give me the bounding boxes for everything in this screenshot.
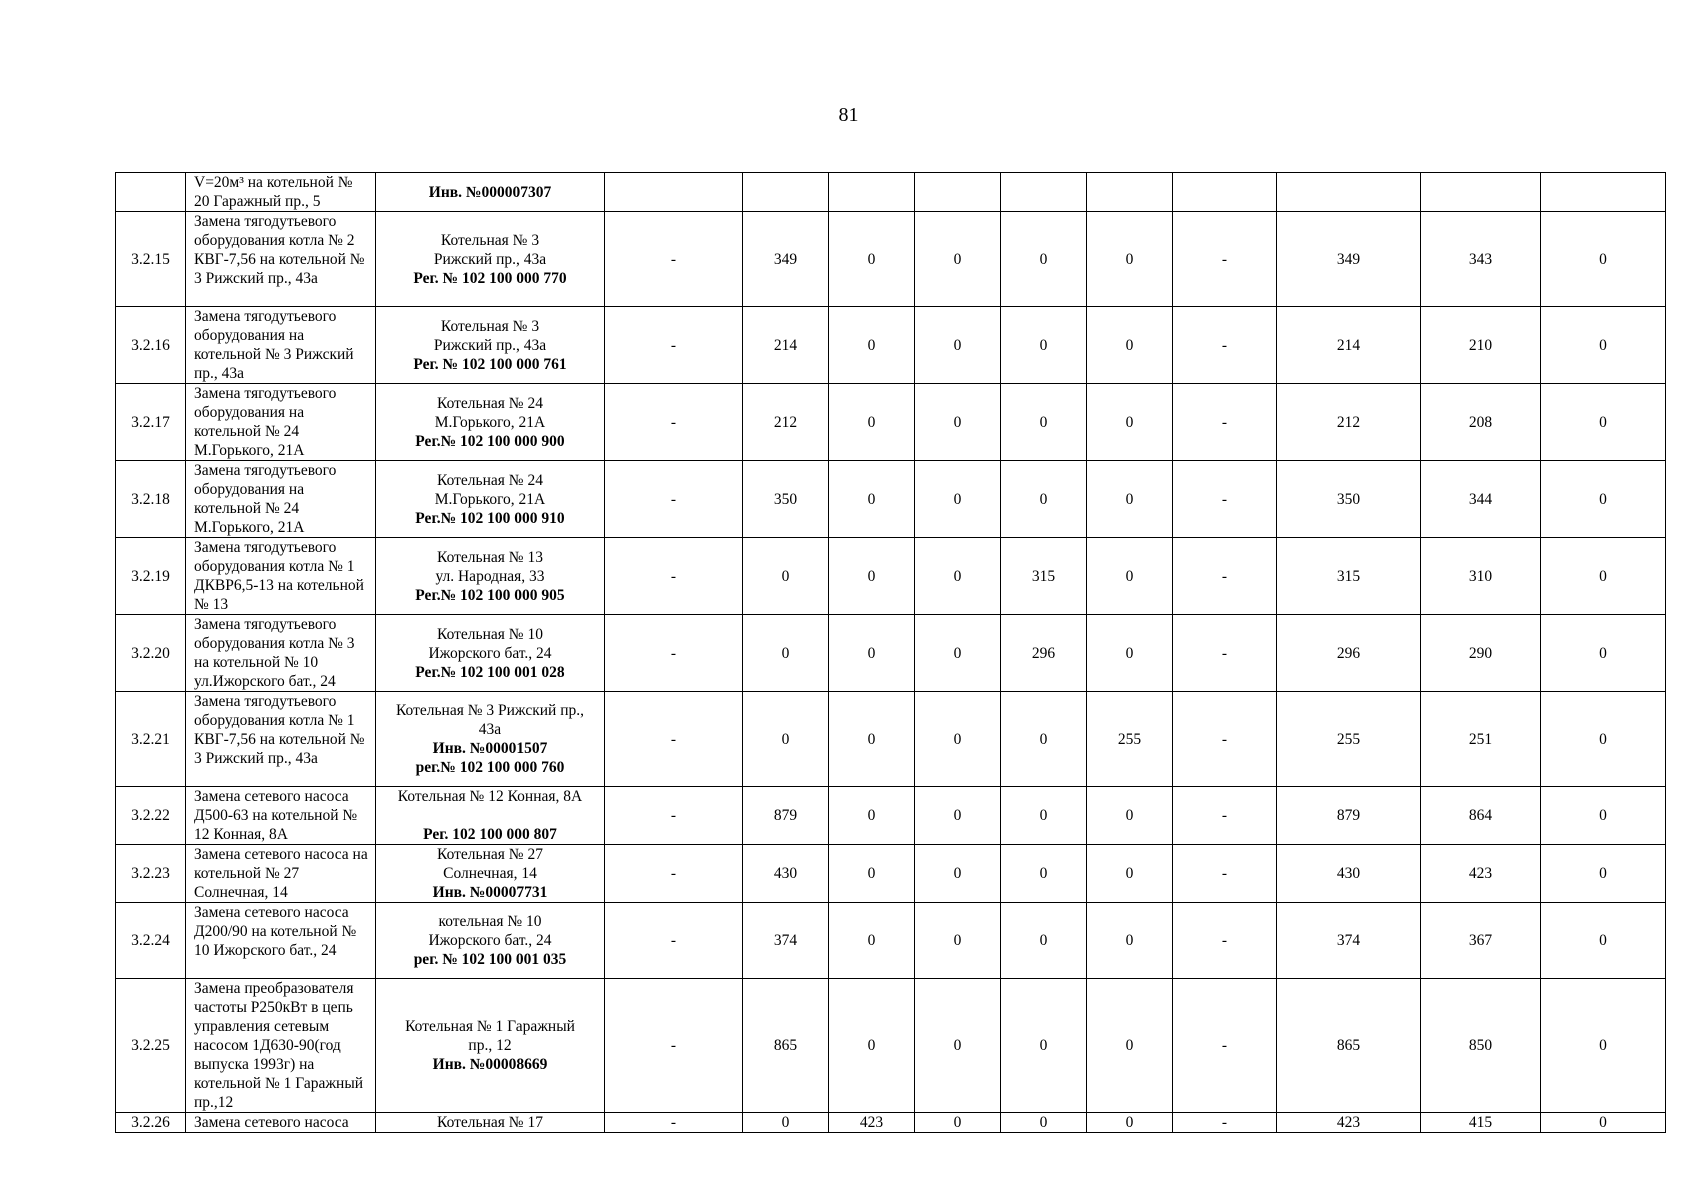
object-registration-number: Инв. №00001507	[432, 740, 548, 757]
object-location	[376, 461, 605, 538]
item-number: 3.2.24	[116, 903, 186, 979]
object-registration-number: Инв. №00007731	[432, 884, 548, 901]
item-description: Замена тягодутьевого оборудования на котельной № 24 М.Горького, 21А	[186, 384, 376, 461]
object-registration-number: Рег.№ 102 100 001 028	[415, 663, 565, 681]
val-col-10: -	[1173, 845, 1277, 903]
item-number: 3.2.16	[116, 307, 186, 384]
val-col-11: 423	[1277, 1113, 1421, 1133]
item-number: 3.2.26	[116, 1113, 186, 1133]
table-row	[116, 307, 1666, 384]
val-col-5	[743, 173, 829, 212]
val-col-10: -	[1173, 384, 1277, 461]
val-col-11: 214	[1277, 307, 1421, 384]
val-col-13: 0	[1541, 1113, 1666, 1133]
object-registration-number: Инв. №00008669	[432, 1056, 548, 1073]
val-col-6: 423	[829, 1113, 915, 1133]
item-number: 3.2.19	[116, 538, 186, 615]
val-col-4: -	[605, 384, 743, 461]
table-row	[116, 173, 1666, 212]
val-col-9: 0	[1087, 903, 1173, 979]
item-number: 3.2.18	[116, 461, 186, 538]
table-row	[116, 538, 1666, 615]
object-address-line: Котельная № 3 Рижский пр.,	[395, 702, 585, 719]
object-location	[376, 787, 605, 845]
val-col-6: 0	[829, 461, 915, 538]
object-location	[376, 845, 605, 903]
item-description: Замена сетевого насоса	[186, 1113, 376, 1133]
object-registration-number: Инв. №000007307	[428, 183, 552, 201]
val-col-11: 350	[1277, 461, 1421, 538]
val-col-4: -	[605, 461, 743, 538]
val-col-10: -	[1173, 787, 1277, 845]
val-col-5: 349	[743, 212, 829, 307]
val-col-6: 0	[829, 845, 915, 903]
val-col-5: 374	[743, 903, 829, 979]
val-col-4: -	[605, 615, 743, 692]
val-col-5: 0	[743, 538, 829, 615]
val-col-10: -	[1173, 212, 1277, 307]
item-number	[116, 173, 186, 212]
val-col-11	[1277, 173, 1421, 212]
val-col-4: -	[605, 307, 743, 384]
val-col-4: -	[605, 538, 743, 615]
item-description: Замена преобразователя частоты Р250кВт в цепь управления сетевым насосом 1Д630-90(год выпуска 1993г) на котельной № 1 Гаражный пр.,12	[186, 979, 376, 1113]
val-col-12: 367	[1421, 903, 1541, 979]
object-address-line: Котельная № 1 Гаражный	[405, 1018, 575, 1035]
val-col-7: 0	[915, 615, 1001, 692]
val-col-7: 0	[915, 787, 1001, 845]
object-location	[376, 307, 605, 384]
table-row	[116, 461, 1666, 538]
val-col-7: 0	[915, 212, 1001, 307]
val-col-9: 0	[1087, 461, 1173, 538]
table-row	[116, 979, 1666, 1113]
val-col-12: 850	[1421, 979, 1541, 1113]
table-row	[116, 787, 1666, 845]
item-description: Замена сетевого насоса Д500-63 на котельной № 12 Конная, 8А	[186, 787, 376, 845]
val-col-13: 0	[1541, 692, 1666, 787]
val-col-9: 0	[1087, 979, 1173, 1113]
object-registration-number: рег.№ 102 100 000 760	[415, 759, 565, 776]
object-location	[376, 615, 605, 692]
val-col-8: 0	[1001, 845, 1087, 903]
table-row	[116, 692, 1666, 787]
investment-table	[115, 172, 1666, 1133]
item-number: 3.2.25	[116, 979, 186, 1113]
val-col-8: 0	[1001, 903, 1087, 979]
object-location	[376, 692, 605, 787]
val-col-11: 430	[1277, 845, 1421, 903]
object-location	[376, 173, 605, 212]
val-col-5: 0	[743, 1113, 829, 1133]
val-col-8: 0	[1001, 384, 1087, 461]
val-col-13: 0	[1541, 461, 1666, 538]
val-col-9	[1087, 173, 1173, 212]
object-address-line: М.Горького, 21А	[434, 490, 546, 508]
object-address-line: Котельная № 13	[437, 548, 543, 566]
item-number: 3.2.20	[116, 615, 186, 692]
val-col-12: 251	[1421, 692, 1541, 787]
val-col-6: 0	[829, 787, 915, 845]
val-col-13	[1541, 173, 1666, 212]
val-col-4: -	[605, 979, 743, 1113]
val-col-10: -	[1173, 538, 1277, 615]
val-col-13: 0	[1541, 845, 1666, 903]
object-address-line: Котельная № 10	[437, 625, 543, 643]
object-registration-number: Рег. 102 100 000 807	[423, 826, 557, 843]
object-address-line: Ижорского бат., 24	[428, 932, 552, 949]
val-col-8: 0	[1001, 307, 1087, 384]
page-number: 81	[838, 104, 859, 126]
val-col-12: 864	[1421, 787, 1541, 845]
val-col-9: 0	[1087, 538, 1173, 615]
val-col-5: 0	[743, 692, 829, 787]
val-col-12	[1421, 173, 1541, 212]
val-col-11: 349	[1277, 212, 1421, 307]
val-col-11: 865	[1277, 979, 1421, 1113]
object-address-line: Котельная № 12 Конная, 8А	[397, 788, 583, 805]
item-description: Замена тягодутьевого оборудования котла № 3 на котельной № 10 ул.Ижорского бат., 24	[186, 615, 376, 692]
val-col-5: 430	[743, 845, 829, 903]
item-number: 3.2.15	[116, 212, 186, 307]
val-col-9: 0	[1087, 307, 1173, 384]
val-col-9: 0	[1087, 787, 1173, 845]
val-col-5: 212	[743, 384, 829, 461]
val-col-12: 423	[1421, 845, 1541, 903]
val-col-12: 290	[1421, 615, 1541, 692]
object-address-line: Ижорского бат., 24	[428, 644, 552, 662]
object-address-line: Котельная № 27	[437, 846, 543, 863]
val-col-6	[829, 173, 915, 212]
object-address-line: пр., 12	[468, 1037, 512, 1054]
object-registration-number: рег. № 102 100 001 035	[413, 951, 567, 968]
val-col-4: -	[605, 845, 743, 903]
val-col-8: 0	[1001, 461, 1087, 538]
val-col-10: -	[1173, 903, 1277, 979]
val-col-10: -	[1173, 979, 1277, 1113]
val-col-4	[605, 173, 743, 212]
val-col-11: 212	[1277, 384, 1421, 461]
item-number: 3.2.17	[116, 384, 186, 461]
val-col-6: 0	[829, 615, 915, 692]
val-col-12: 343	[1421, 212, 1541, 307]
val-col-9: 255	[1087, 692, 1173, 787]
item-description: Замена тягодутьевого оборудования котла № 1 КВГ-7,56 на котельной № 3 Рижский пр., 43а	[186, 692, 376, 787]
val-col-12: 344	[1421, 461, 1541, 538]
val-col-8: 0	[1001, 692, 1087, 787]
object-address-line: Котельная № 3	[440, 231, 540, 249]
val-col-10: -	[1173, 615, 1277, 692]
val-col-9: 0	[1087, 212, 1173, 307]
val-col-10: -	[1173, 692, 1277, 787]
val-col-10: -	[1173, 1113, 1277, 1133]
val-col-13: 0	[1541, 384, 1666, 461]
val-col-13: 0	[1541, 979, 1666, 1113]
object-address-line: Котельная № 17	[437, 1114, 543, 1131]
val-col-6: 0	[829, 384, 915, 461]
item-description: Замена тягодутьевого оборудования на котельной № 3 Рижский пр., 43а	[186, 307, 376, 384]
table-row	[116, 384, 1666, 461]
val-col-4: -	[605, 1113, 743, 1133]
val-col-9: 0	[1087, 845, 1173, 903]
val-col-12: 415	[1421, 1113, 1541, 1133]
object-location	[376, 212, 605, 307]
object-address-line: М.Горького, 21А	[434, 413, 546, 431]
object-address-line: Котельная № 24	[437, 394, 543, 412]
item-number: 3.2.23	[116, 845, 186, 903]
table-row	[116, 615, 1666, 692]
val-col-11: 374	[1277, 903, 1421, 979]
object-address-line	[384, 806, 596, 825]
table-row	[116, 845, 1666, 903]
item-description: Замена тягодутьевого оборудования котла № 1 ДКВР6,5-13 на котельной № 13	[186, 538, 376, 615]
object-address-line: Котельная № 3	[440, 317, 540, 335]
val-col-6: 0	[829, 979, 915, 1113]
val-col-7: 0	[915, 538, 1001, 615]
table-row	[116, 903, 1666, 979]
val-col-7: 0	[915, 979, 1001, 1113]
val-col-6: 0	[829, 212, 915, 307]
val-col-5: 879	[743, 787, 829, 845]
object-address-line: Солнечная, 14	[443, 865, 537, 882]
val-col-8: 0	[1001, 1113, 1087, 1133]
val-col-7: 0	[915, 307, 1001, 384]
object-registration-number: Рег.№ 102 100 000 905	[415, 586, 565, 604]
val-col-6: 0	[829, 903, 915, 979]
val-col-6: 0	[829, 538, 915, 615]
val-col-11: 879	[1277, 787, 1421, 845]
table-row	[116, 212, 1666, 307]
val-col-5: 214	[743, 307, 829, 384]
val-col-12: 208	[1421, 384, 1541, 461]
val-col-13: 0	[1541, 615, 1666, 692]
val-col-7: 0	[915, 692, 1001, 787]
val-col-7: 0	[915, 461, 1001, 538]
val-col-13: 0	[1541, 787, 1666, 845]
object-location	[376, 979, 605, 1113]
object-location	[376, 538, 605, 615]
item-description: Замена тягодутьевого оборудования котла № 2 КВГ-7,56 на котельной № 3 Рижский пр., 43а	[186, 212, 376, 307]
val-col-13: 0	[1541, 903, 1666, 979]
val-col-12: 210	[1421, 307, 1541, 384]
item-description: Замена сетевого насоса на котельной № 27 Солнечная, 14	[186, 845, 376, 903]
val-col-8: 315	[1001, 538, 1087, 615]
val-col-7: 0	[915, 384, 1001, 461]
val-col-13: 0	[1541, 307, 1666, 384]
val-col-7	[915, 173, 1001, 212]
object-address-line: Котельная № 24	[437, 471, 543, 489]
val-col-9: 0	[1087, 1113, 1173, 1133]
val-col-13: 0	[1541, 538, 1666, 615]
val-col-9: 0	[1087, 384, 1173, 461]
object-registration-number: Рег.№ 102 100 000 900	[415, 432, 565, 450]
val-col-10	[1173, 173, 1277, 212]
table-body	[116, 173, 1666, 1133]
val-col-5: 0	[743, 615, 829, 692]
val-col-8	[1001, 173, 1087, 212]
val-col-8: 0	[1001, 212, 1087, 307]
val-col-4: -	[605, 787, 743, 845]
item-description: Замена сетевого насоса Д200/90 на котельной № 10 Ижорского бат., 24	[186, 903, 376, 979]
val-col-4: -	[605, 212, 743, 307]
val-col-7: 0	[915, 903, 1001, 979]
item-number: 3.2.21	[116, 692, 186, 787]
val-col-9: 0	[1087, 615, 1173, 692]
item-description: Замена тягодутьевого оборудования на котельной № 24 М.Горького, 21А	[186, 461, 376, 538]
item-description: V=20м³ на котельной № 20 Гаражный пр., 5	[186, 173, 376, 212]
val-col-8: 0	[1001, 979, 1087, 1113]
val-col-12: 310	[1421, 538, 1541, 615]
val-col-11: 255	[1277, 692, 1421, 787]
item-number: 3.2.22	[116, 787, 186, 845]
table-row	[116, 1113, 1666, 1133]
val-col-6: 0	[829, 692, 915, 787]
val-col-7: 0	[915, 1113, 1001, 1133]
object-location	[376, 903, 605, 979]
object-address-line: Рижский пр., 43а	[433, 336, 547, 354]
val-col-8: 296	[1001, 615, 1087, 692]
object-address-line: котельная № 10	[438, 913, 542, 930]
object-location	[376, 1113, 605, 1133]
object-registration-number: Рег. № 102 100 000 761	[413, 355, 567, 373]
val-col-7: 0	[915, 845, 1001, 903]
object-address-line: Рижский пр., 43а	[433, 250, 547, 268]
object-registration-number: Рег. № 102 100 000 770	[413, 269, 567, 287]
object-address-line: 43а	[478, 721, 502, 738]
val-col-10: -	[1173, 461, 1277, 538]
val-col-6: 0	[829, 307, 915, 384]
val-col-4: -	[605, 692, 743, 787]
val-col-11: 296	[1277, 615, 1421, 692]
object-location	[376, 384, 605, 461]
val-col-5: 350	[743, 461, 829, 538]
object-registration-number: Рег.№ 102 100 000 910	[415, 509, 565, 527]
object-address-line: ул. Народная, 33	[435, 567, 545, 585]
val-col-13: 0	[1541, 212, 1666, 307]
val-col-4: -	[605, 903, 743, 979]
val-col-11: 315	[1277, 538, 1421, 615]
val-col-8: 0	[1001, 787, 1087, 845]
val-col-10: -	[1173, 307, 1277, 384]
val-col-5: 865	[743, 979, 829, 1113]
